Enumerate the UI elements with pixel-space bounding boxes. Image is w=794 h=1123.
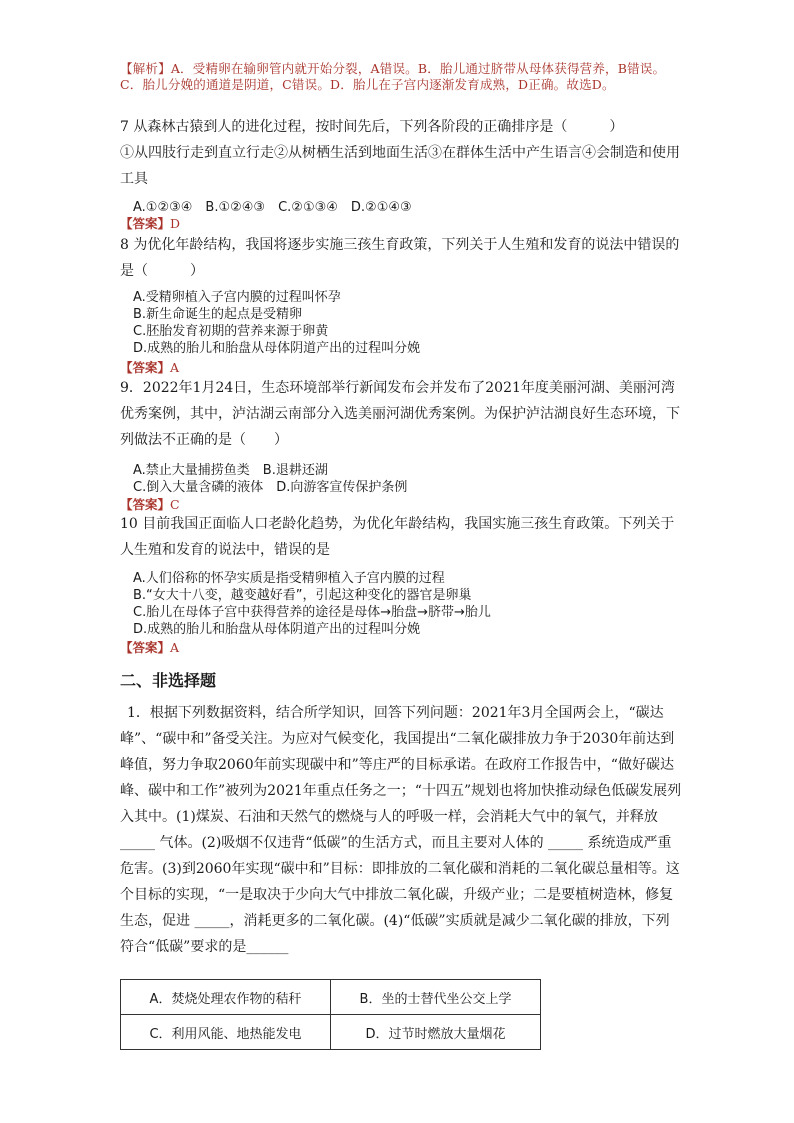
question-8-stem: 8 为优化年龄结构，我国将逐步实施三孩生育政策，下列关于人生殖和发育的说法中错误的是（ ） — [120, 237, 680, 279]
answer-value: A — [170, 360, 180, 375]
table-cell-c: C．利用风能、地热能发电 — [121, 1015, 331, 1050]
answer-tag: 【答案】 — [120, 497, 171, 512]
analysis-block — [120, 61, 682, 93]
option-a: A.人们俗称的怀孕实质是指受精卵植入子宫内膜的过程 — [133, 571, 445, 586]
table-cell-d: D．过节时燃放大量烟花 — [331, 1015, 541, 1050]
question-9-options — [133, 462, 683, 496]
question-7-answer — [120, 216, 682, 232]
question-10-options — [133, 570, 683, 638]
question-9-stem: 9．2022年1月24日，生态环境部举行新闻发布会并发布了2021年度美丽河湖、美丽河湾优秀案例，其中，泸沽湖云南部分入选美丽河湖优秀案例。为保护泸沽湖良好生态环境，下列做法不正确的是（ ） — [120, 380, 680, 448]
option-c: C.胎儿在母体子宫中获得营养的途径是母体→胎盘→脐带→胎儿 — [133, 605, 491, 620]
option-b: B.新生命诞生的起点是受精卵 — [133, 307, 303, 322]
answer-tag: 【答案】 — [120, 216, 171, 231]
table-row — [121, 1015, 541, 1050]
option-row: C.倒入大量含磷的液体 D.向游客宣传保护条例 — [133, 480, 408, 495]
option-d: D.成熟的胎儿和胎盘从母体阴道产出的过程叫分娩 — [133, 622, 421, 637]
table-cell-a: A．焚烧处理农作物的秸秆 — [121, 980, 331, 1015]
question-7-items: ①从四肢行走到直立行走②从树栖生活到地面生活③在群体生活中产生语言④会制造和使用工具 — [120, 145, 680, 187]
choice-table — [120, 979, 541, 1050]
answer-value: D — [170, 216, 181, 231]
question-8-answer — [120, 360, 682, 376]
answer-value: C — [170, 497, 180, 512]
question-7-options — [133, 199, 683, 216]
answer-tag: 【答案】 — [120, 640, 171, 655]
question-1-paragraph: 1．根据下列数据资料，结合所学知识，回答下列问题：2021年3月全国两会上，“碳达峰”、“碳中和”备受关注。为应对气候变化，我国提出“二氧化碳排放力争于2030年前达到峰值，努力争取2060年前实现碳中和”等庄严的目标承诺。在政府工作报告中，“做好碳达峰、碳中和工作”被列为2021年重点任务之一；“十四五”规划也将加快推动绿色低碳发展列入其中。(1)煤炭、石油和天然气的燃烧与人的呼吸一样，会消耗大气中的氧气，并释放 _____ 气体。(2)吸烟不仅违背“低碳”的生活方式，而且主要对人体的 _____ 系统造成严重危害。(3)到2060年实现“碳中和”目标：即排放的二氧化碳和消耗的二氧化碳总量相等。这个目标的实现，“一是取决于少向大气中排放二氧化碳，升级产业；二是要植树造林，修复生态，促进 _____，消耗更多的二氧化碳。(4)“低碳”实质就是减少二氧化碳的排放，下列符合“低碳”要求的是______ — [120, 705, 682, 955]
option-a: A.受精卵植入子宫内膜的过程叫怀孕 — [133, 290, 341, 305]
option-d: D.成熟的胎儿和胎盘从母体阴道产出的过程叫分娩 — [133, 341, 421, 356]
table-cell-b: B．坐的士替代坐公交上学 — [331, 980, 541, 1015]
question-7-stem: 7 从森林古猿到人的进化过程，按时间先后，下列各阶段的正确排序是（ ） — [120, 119, 624, 135]
analysis-tag: 【解析】 — [120, 61, 171, 76]
question-8-options — [133, 289, 683, 357]
answer-value: A — [170, 640, 180, 655]
table-row — [121, 980, 541, 1015]
question-10-answer — [120, 640, 682, 656]
option-b: B.“女大十八变，越变越好看”，引起这种变化的器官是卵巢 — [133, 588, 472, 603]
question-10-stem: 10 目前我国正面临人口老龄化趋势，为优化年龄结构，我国实施三孩生育政策。下列关于人生殖和发育的说法中，错误的是 — [120, 516, 675, 558]
analysis-text: A．受精卵在输卵管内就开始分裂，A错误。B．胎儿通过脐带从母体获得营养，B错误。C．胎儿分娩的通道是阴道，C错误。D．胎儿在子宫内逐渐发育成熟，D正确。故选D。 — [120, 61, 666, 92]
section-heading: 二、非选择题 — [120, 671, 217, 690]
answer-tag: 【答案】 — [120, 360, 171, 375]
option-line: A.①②③④ B.①②④③ C.②①③④ D.②①④③ — [133, 200, 412, 215]
option-c: C.胚胎发育初期的营养来源于卵黄 — [133, 324, 329, 339]
option-row: A.禁止大量捕捞鱼类 B.退耕还湖 — [133, 463, 328, 478]
